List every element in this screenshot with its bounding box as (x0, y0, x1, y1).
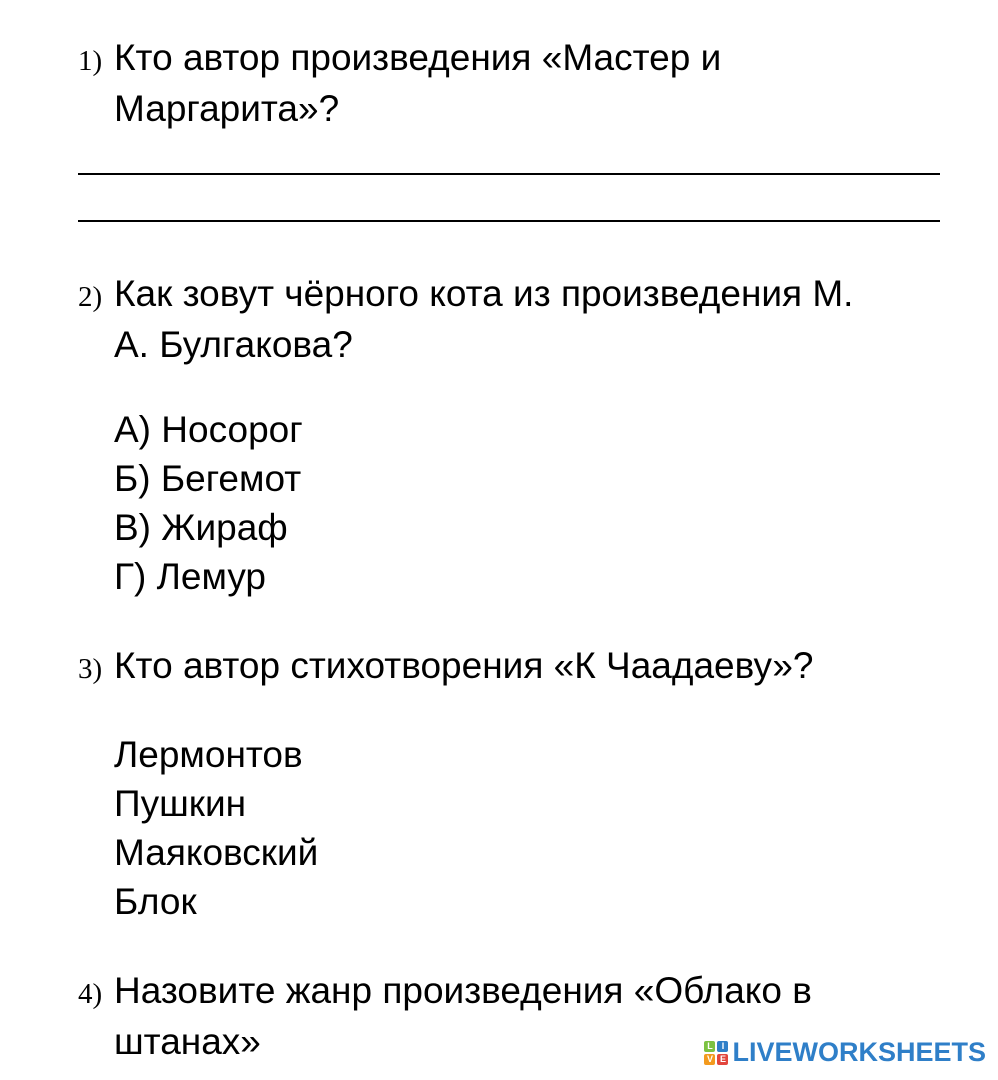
question-1 (78, 34, 978, 133)
answer-line-2[interactable] (78, 220, 940, 222)
option-blok[interactable]: Блок (114, 881, 197, 922)
logo-tile: L (704, 1041, 715, 1052)
brand-text: LIVEWORKSHEETS (732, 1037, 986, 1067)
question-number: 2) (78, 281, 103, 313)
liveworksheets-logo-icon (704, 1041, 728, 1065)
option-mayakovsky[interactable]: Маяковский (114, 832, 319, 873)
question-number: 4) (78, 978, 103, 1010)
question-text-continued: Маргарита»? (114, 88, 340, 129)
question-2 (78, 270, 978, 369)
logo-tile: V (704, 1054, 715, 1065)
question-text: Кто автор стихотворения «К Чаадаеву»? (114, 645, 814, 686)
question-text: Кто автор произведения «Мастер и (114, 37, 722, 78)
options-list-q2 (114, 405, 303, 601)
question-text: Как зовут чёрного кота из произведения М. (114, 273, 854, 314)
answer-line-1[interactable] (78, 173, 940, 175)
option-a[interactable]: А) Носорог (114, 409, 303, 450)
option-pushkin[interactable]: Пушкин (114, 783, 247, 824)
option-c[interactable]: В) Жираф (114, 507, 288, 548)
question-text-continued: А. Булгакова? (114, 324, 353, 365)
question-number: 3) (78, 653, 103, 685)
logo-tile: I (717, 1041, 728, 1052)
logo-tile: E (717, 1054, 728, 1065)
question-number: 1) (78, 45, 103, 77)
liveworksheets-watermark (704, 1037, 986, 1068)
option-d[interactable]: Г) Лемур (114, 556, 267, 597)
options-list-q3 (114, 730, 318, 926)
option-lermontov[interactable]: Лермонтов (114, 734, 303, 775)
option-b[interactable]: Б) Бегемот (114, 458, 302, 499)
question-text: Назовите жанр произведения «Облако в (114, 970, 812, 1011)
question-3 (78, 642, 978, 693)
question-text-continued: штанах» (114, 1021, 261, 1062)
